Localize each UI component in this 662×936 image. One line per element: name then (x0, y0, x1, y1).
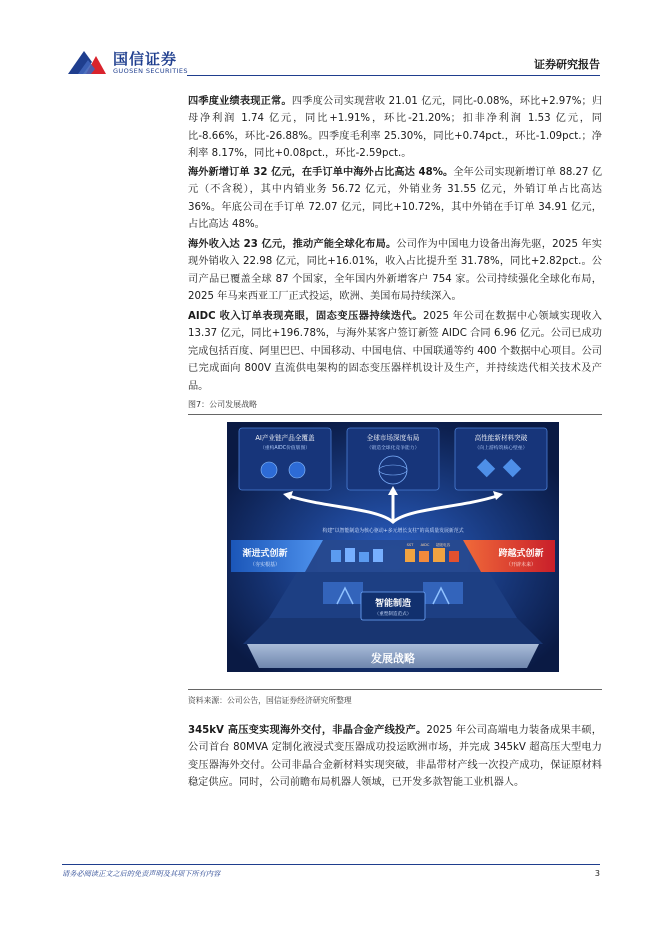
strategy-banner: 构建“以智能制造为核心驱动+多元增长支柱”的高质量发展新范式 (322, 528, 464, 534)
paragraph-lead: 海外收入达 23 亿元，推动产能全球化布局。 (188, 239, 397, 250)
paragraph-hv-transformer (188, 722, 602, 792)
pyramid-lower-layer (243, 618, 543, 644)
paragraph-body: 全年公司实现新增订单 88.27 亿元（不含税），其中内销业务 56.72 亿元，外销业务 31.55 亿元，外销订单占比高达 36%。年底公司在手订单 72.07 亿元，同比+10.72%，其中外销在手订单 34.91 亿元，占比高达 48%。 (188, 167, 603, 231)
mini-label: 超级电容 (435, 543, 451, 547)
mini-label: AIDC (420, 543, 430, 547)
page-number: 3 (594, 869, 600, 878)
paragraph-lead: 四季度业绩表现正常。 (188, 96, 292, 107)
footer-disclaimer: 请务必阅读正文之后的免责声明及其项下所有内容 (62, 869, 221, 878)
paragraph-lead: 345kV 高压变实现海外交付，非晶合金产线投产。 (188, 725, 427, 736)
mini-label: SST (406, 543, 414, 547)
document-type: 证券研究报告 (534, 58, 600, 71)
top-item-sub: （向上游构筑核心壁垒） (474, 446, 528, 451)
top-item-title: 高性能新材料突破 (474, 434, 528, 442)
center-sub: （重塑制造范式） (374, 612, 412, 617)
top-item-title: AI产业链产品全覆盖 (255, 434, 315, 442)
top-item-sub: （重构AIDC价值版图） (259, 446, 311, 451)
strategy-diagram (227, 422, 559, 672)
figure-bottom-rule (188, 689, 602, 690)
left-wing-title: 渐进式创新 (242, 549, 288, 559)
strategy-figure (227, 422, 559, 672)
figure-caption: 图7：公司发展战略 (188, 400, 258, 409)
paragraph-body: 四季度公司实现营收 21.01 亿元，同比-0.08%，环比+2.97%；归母净利润 1.74 亿元，同比+1.91%，环比-21.20%；扣非净利润 1.53 亿元，同比-8.66%，环比-26.88%。四季度毛利率 25.30%，同比+0.74pct.，环比-1.09pct.；净利率 8.17%，同比+0.08pct.，环比-2.59pct.。 (188, 96, 603, 160)
center-title: 智能制造 (374, 599, 412, 609)
paragraph-lead: AIDC 收入订单表现亮眼，固态变压器持续迭代。 (188, 311, 423, 322)
paragraph-overseas-orders (188, 164, 602, 234)
paragraph-q4-performance (188, 93, 602, 163)
paragraph-overseas-revenue (188, 236, 602, 306)
header-rule (187, 75, 600, 76)
guosen-logo-icon (66, 47, 108, 77)
base-title: 发展战略 (371, 652, 415, 665)
paragraph-lead: 海外新增订单 32 亿元，在手订单中海外占比高达 48%。 (188, 167, 454, 178)
pyramid-upper-layer (297, 540, 489, 572)
left-wing-sub: （夯实根基） (249, 562, 281, 568)
brand-name-en: GUOSEN SECURITIES (113, 67, 188, 75)
footer-rule (62, 864, 600, 865)
paragraph-aidc (188, 308, 602, 395)
paragraph-body: 公司作为中国电力设备出海先驱，2025 年实现外销收入 22.98 亿元，同比+16.01%，收入占比提升至 31.78%，同比+2.82pct.。公司产品已覆盖全球 87 个国家，全年国内外新增客户 754 家。公司持续强化全球化布局，2025 年马来西亚工厂正式投运，欧洲、美国布局持续深入。 (188, 239, 602, 303)
figure-top-rule (188, 414, 602, 415)
figure-source: 资料来源：公司公告，国信证券经济研究所整理 (188, 696, 352, 705)
top-item-sub: （锻造全球化竞争能力） (366, 446, 420, 451)
paragraph-body: 2025 年公司高端电力装备成果丰硕，公司首台 80MVA 定制化液浸式变压器成功投运欧洲市场，并完成 345kV 超高压大型电力变压器海外交付。公司非晶合金新材料实现突破，非晶带材产线一次投产成功，保证原材料稳定供应。同时，公司前瞻布局机器人领域，已开发多款智能工业机器人。 (188, 725, 602, 789)
brand-name: 国信证券 (113, 50, 178, 68)
top-item-title: 全球市场深度布局 (366, 434, 420, 442)
right-wing-sub: （开辟未来） (505, 562, 537, 568)
right-wing-title: 跨越式创新 (498, 549, 544, 559)
paragraph-body: 2025 年公司在数据中心领域实现收入 13.37 亿元，同比+196.78%，与海外某客户签订新签 AIDC 合同 6.96 亿元。公司已成功完成包括百度、阿里巴巴、中国移动、中国电信、中国联通等约 400 个数据中心项目。公司已完成面向 800V 直流供电架构的固态变压器样机设计及生产，并持续迭代相关技术及产品。 (188, 311, 602, 392)
